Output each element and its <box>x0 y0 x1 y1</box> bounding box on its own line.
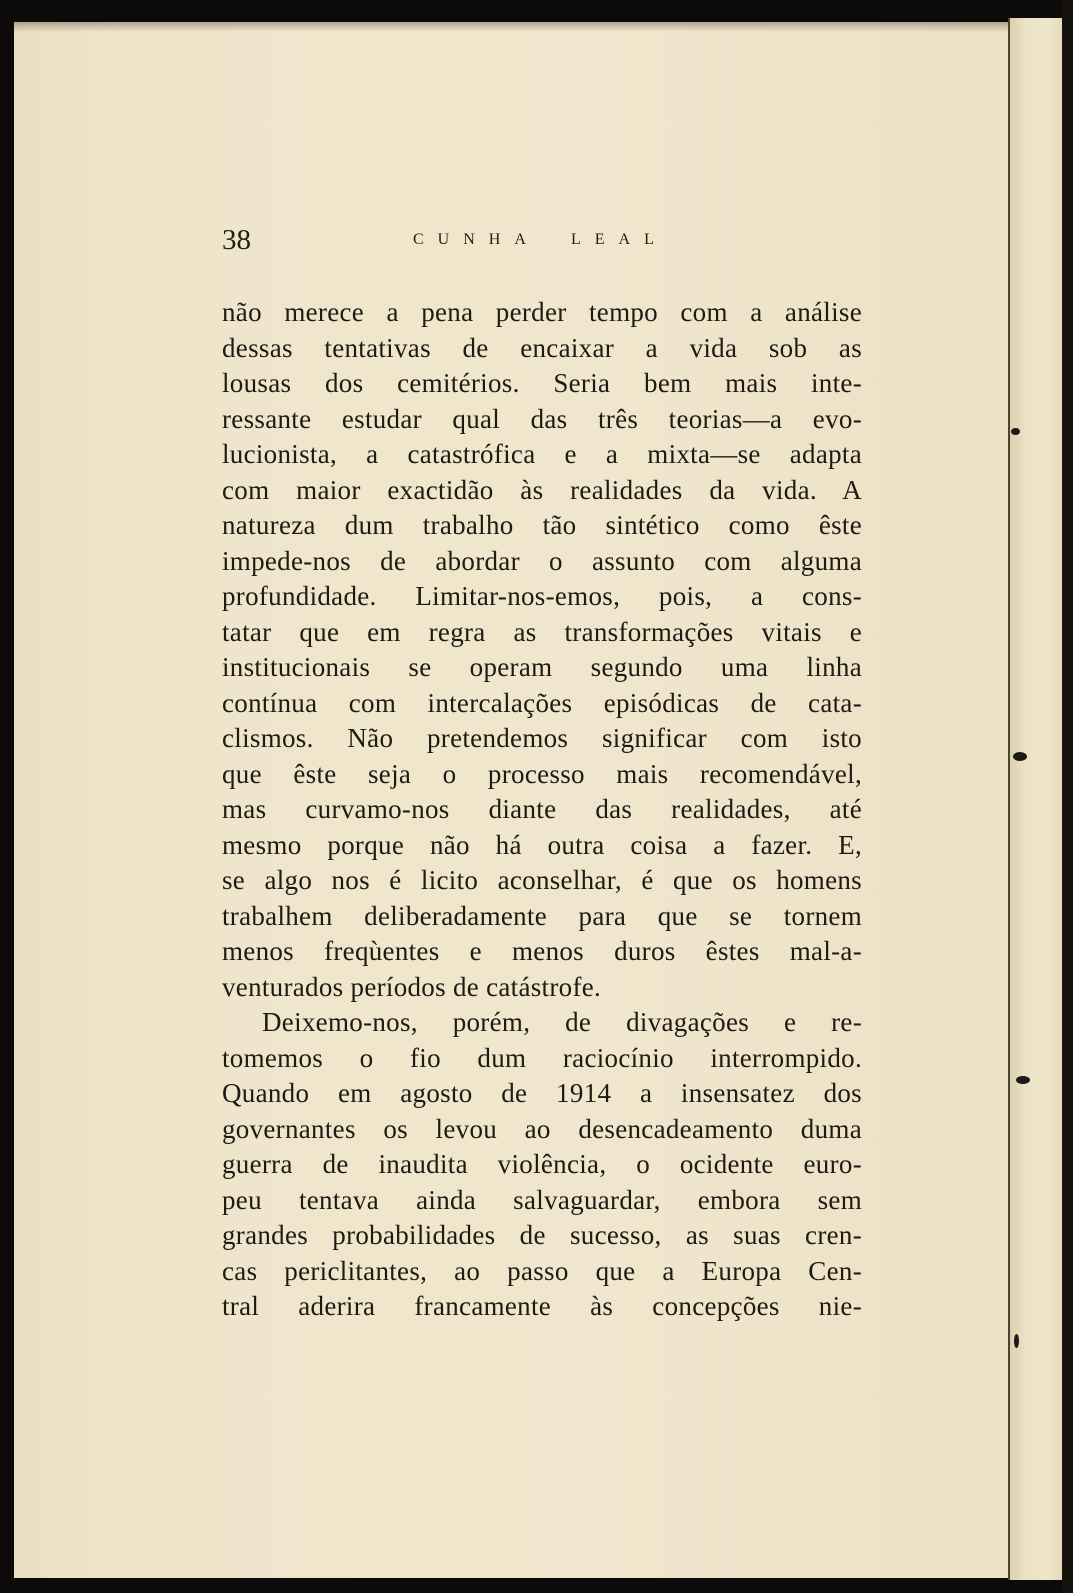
text-line: venturados períodos de catástrofe. <box>222 971 602 1002</box>
text-line: tomemos o fio dum raciocínio interrompido. <box>222 1042 862 1073</box>
text-line: lousas dos cemitérios. Seria bem mais inte- <box>222 368 862 398</box>
text-line: trabalhem deliberadamente para que se tornem <box>222 900 862 931</box>
page-top-shadow <box>14 22 1008 32</box>
text-line: dessas tentativas de encaixar a vida sob as <box>222 332 862 363</box>
text-line: que êste seja o processo mais recomendável, <box>222 758 862 789</box>
text-line: clismos. Não pretendemos significar com isto <box>222 723 862 753</box>
text-line: tral aderira francamente às concepções nie- <box>222 1291 862 1321</box>
page-number: 38 <box>222 224 251 256</box>
ink-blot <box>1011 428 1020 435</box>
text-line: tatar que em regra as transformações vitais e <box>222 616 862 647</box>
text-line: profundidade. Limitar-nos-emos, pois, a cons- <box>222 581 862 611</box>
text-line: natureza dum trabalho tão sintético como êste <box>222 510 862 540</box>
text-line: Quando em agosto de 1914 a insensatez dos <box>222 1078 862 1108</box>
text-line: se algo nos é licito aconselhar, é que os homens <box>222 865 862 895</box>
body-text <box>222 295 862 1325</box>
paragraph <box>222 1005 862 1325</box>
text-line: cas periclitantes, ao passo que a Europa Cen- <box>222 1255 862 1286</box>
text-line: lucionista, a catastrófica e a mixta—se adapta <box>222 439 862 469</box>
text-line: impede-nos de abordar o assunto com alguma <box>222 545 862 576</box>
text-line: guerra de inaudita violência, o ocidente euro- <box>222 1149 862 1179</box>
text-line: não merece a pena perder tempo com a análise <box>222 297 862 327</box>
text-line: governantes os levou ao desencadeamento duma <box>222 1113 862 1144</box>
paragraph <box>222 295 862 1005</box>
running-title: CUNHA LEAL <box>413 231 668 248</box>
text-line: mesmo porque não há outra coisa a fazer. E, <box>222 829 862 860</box>
ink-blot <box>1016 1076 1030 1084</box>
text-line: com maior exactidão às realidades da vida. A <box>222 474 862 505</box>
scan-border <box>1062 0 1073 1593</box>
text-line: contínua com intercalações episódicas de cata- <box>222 687 862 718</box>
text-line: peu tentava ainda salvaguardar, embora sem <box>222 1184 862 1215</box>
text-line: menos freqùentes e menos duros êstes mal-a- <box>222 936 862 966</box>
ink-blot <box>1014 1334 1019 1348</box>
text-line: mas curvamo-nos diante das realidades, até <box>222 794 862 824</box>
text-line: grandes probabilidades de sucesso, as suas cren- <box>222 1220 862 1250</box>
ink-blot <box>1013 752 1027 761</box>
text-line: ressante estudar qual das três teorias—a evo- <box>222 403 862 434</box>
text-line: institucionais se operam segundo uma linha <box>222 652 862 682</box>
text-line: Deixemo-nos, porém, de divagações e re- <box>262 1007 862 1037</box>
